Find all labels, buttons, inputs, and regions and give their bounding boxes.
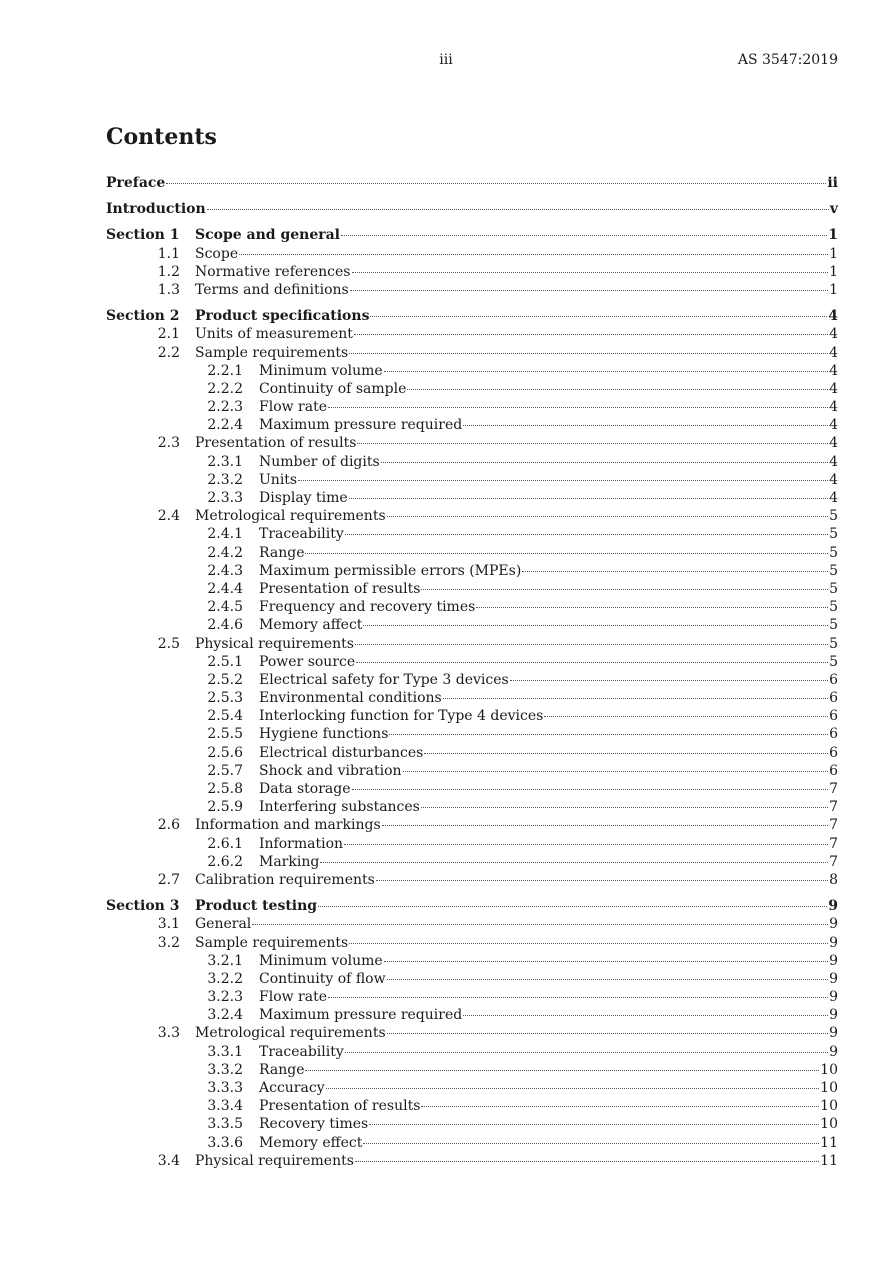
toc-entry-label: Power source bbox=[259, 653, 356, 670]
toc-entry-label: Traceability bbox=[259, 526, 344, 543]
toc-entry-page: 6 bbox=[829, 708, 838, 725]
toc-entry-page: 6 bbox=[829, 762, 838, 779]
toc-entry-number: 1.1 bbox=[157, 245, 180, 262]
toc-entry-label: Marking bbox=[259, 853, 320, 870]
toc-entry-label: Information and markings bbox=[195, 817, 381, 834]
toc-entry-label: Flow rate bbox=[259, 399, 328, 416]
toc-entry-number: 2.5.2 bbox=[207, 671, 243, 688]
toc-entry-page: 6 bbox=[829, 726, 838, 743]
dot-leader bbox=[345, 534, 828, 535]
dot-leader bbox=[463, 1015, 828, 1016]
toc-entry-page: 7 bbox=[829, 781, 838, 797]
toc-entry-label: Continuity of sample bbox=[259, 380, 407, 397]
dot-leader bbox=[354, 334, 828, 335]
toc-entry[interactable] bbox=[106, 264, 838, 282]
toc-entry-label: Physical requirements bbox=[195, 1152, 354, 1169]
toc-entry-label: Minimum volume bbox=[259, 952, 383, 969]
toc-entry[interactable] bbox=[106, 953, 838, 971]
toc-entry-number: Section 3 bbox=[106, 898, 180, 915]
dot-leader bbox=[326, 1088, 820, 1089]
toc-entry[interactable] bbox=[106, 1062, 838, 1080]
toc-entry-number: 1.2 bbox=[157, 263, 180, 280]
toc-entry[interactable] bbox=[106, 708, 838, 726]
dot-leader bbox=[352, 789, 829, 790]
toc-entry-number: 2.3.1 bbox=[207, 453, 243, 470]
toc-entry[interactable] bbox=[106, 1135, 838, 1153]
dot-leader bbox=[370, 316, 827, 317]
dot-leader bbox=[363, 1143, 819, 1144]
toc-entry-page: 8 bbox=[829, 871, 838, 888]
toc-entry-label: Units bbox=[259, 471, 298, 488]
toc-entry-number: 2.2.4 bbox=[207, 417, 243, 434]
toc-entry-label: Range bbox=[259, 544, 305, 561]
toc-entry-label: Environmental conditions bbox=[259, 690, 442, 707]
toc-entry-page: 9 bbox=[829, 970, 838, 987]
toc-entry-page: 5 bbox=[829, 526, 838, 543]
dot-leader bbox=[522, 571, 828, 572]
toc-entry-page: 6 bbox=[829, 744, 838, 761]
toc-entry-label: Metrological requirements bbox=[195, 508, 386, 525]
toc-entry[interactable] bbox=[106, 1116, 838, 1134]
toc-entry-page: ii bbox=[827, 175, 838, 191]
dot-leader bbox=[407, 389, 828, 390]
toc-entry-number: 2.5.1 bbox=[207, 653, 243, 670]
toc-entry-label: Continuity of flow bbox=[259, 970, 386, 987]
toc-entry[interactable] bbox=[106, 472, 838, 490]
toc-entry-number: 2.4.5 bbox=[207, 599, 243, 616]
toc-entry[interactable] bbox=[106, 1025, 838, 1043]
dot-leader bbox=[345, 1052, 828, 1053]
toc-entry-number: 2.6 bbox=[157, 817, 180, 834]
toc-entry[interactable] bbox=[106, 1098, 838, 1116]
toc-entry[interactable] bbox=[106, 1044, 838, 1062]
dot-leader bbox=[387, 516, 828, 517]
dot-leader bbox=[341, 235, 827, 236]
toc-entry[interactable] bbox=[106, 417, 838, 435]
toc-entry-label: Presentation of results bbox=[259, 1098, 421, 1115]
toc-entry-page: 5 bbox=[829, 635, 838, 652]
dot-leader bbox=[463, 425, 828, 426]
toc-entry-number: 2.5.3 bbox=[207, 690, 243, 707]
toc-entry-label: Metrological requirements bbox=[195, 1025, 386, 1042]
dot-leader bbox=[421, 589, 828, 590]
dot-leader bbox=[252, 924, 828, 925]
toc-entry-label: Scope bbox=[195, 245, 239, 262]
toc-entry-label: Electrical disturbances bbox=[259, 744, 424, 761]
toc-entry[interactable] bbox=[106, 508, 838, 526]
dot-leader bbox=[355, 1161, 819, 1162]
toc-entry-label: Introduction bbox=[106, 201, 206, 218]
toc-entry-page: 4 bbox=[829, 326, 838, 343]
toc-entry-page: 9 bbox=[829, 1025, 838, 1042]
toc-entry-page: 1 bbox=[829, 263, 838, 280]
dot-leader bbox=[344, 844, 828, 845]
toc-entry[interactable] bbox=[106, 201, 838, 219]
dot-leader bbox=[476, 607, 828, 608]
toc-entry-number: 2.4.3 bbox=[207, 562, 243, 579]
toc-entry-page: 7 bbox=[829, 853, 838, 870]
toc-entry-number: 2.6.1 bbox=[207, 835, 243, 852]
toc-entry-number: 2.5 bbox=[157, 635, 180, 652]
toc-entry-number: 2.5.5 bbox=[207, 726, 243, 743]
toc-entry[interactable] bbox=[106, 363, 838, 381]
toc-entry-page: 6 bbox=[829, 690, 838, 707]
toc-entry-label: Units of measurement bbox=[195, 326, 353, 343]
page-title: Contents bbox=[106, 124, 217, 150]
toc-entry-label: Scope and general bbox=[195, 227, 341, 244]
dot-leader bbox=[239, 254, 828, 255]
dot-leader bbox=[443, 698, 828, 699]
toc-entry-page: 5 bbox=[829, 580, 838, 597]
toc-entry-page: 4 bbox=[829, 344, 838, 361]
toc-entry-label: Presentation of results bbox=[195, 435, 357, 452]
toc-entry-label: Maximum pressure required bbox=[259, 417, 463, 434]
toc-entry-label: Memory affect bbox=[259, 617, 363, 634]
toc-entry[interactable] bbox=[106, 563, 838, 581]
toc-entry[interactable] bbox=[106, 745, 838, 763]
toc-entry-label: Interfering substances bbox=[259, 799, 420, 816]
toc-entry[interactable] bbox=[106, 726, 838, 744]
toc-entry[interactable] bbox=[106, 545, 838, 563]
dot-leader bbox=[305, 1070, 819, 1071]
dot-leader bbox=[363, 625, 828, 626]
toc-entry-page: 9 bbox=[829, 1007, 838, 1024]
toc-entry[interactable] bbox=[106, 345, 838, 363]
toc-entry-number: 3.3.3 bbox=[207, 1080, 243, 1096]
toc-entry[interactable] bbox=[106, 526, 838, 544]
toc-entry-number: 3.2.2 bbox=[207, 970, 243, 987]
toc-entry[interactable] bbox=[106, 817, 838, 835]
toc-entry-number: 2.2.1 bbox=[207, 362, 243, 379]
toc-entry-page: 7 bbox=[829, 799, 838, 816]
toc-entry-page: 5 bbox=[829, 653, 838, 670]
toc-entry-page: 9 bbox=[829, 934, 838, 951]
toc-entry[interactable] bbox=[106, 636, 838, 654]
toc-entry-page: 5 bbox=[829, 544, 838, 561]
toc-entry[interactable] bbox=[106, 1007, 838, 1025]
dot-leader bbox=[357, 443, 828, 444]
dot-leader bbox=[166, 183, 826, 184]
toc-entry-number: Section 1 bbox=[106, 227, 180, 244]
document-id: AS 3547:2019 bbox=[737, 52, 838, 68]
toc-entry-page: 6 bbox=[829, 671, 838, 688]
toc-entry-label: Normative references bbox=[195, 263, 351, 280]
toc-entry-number: 2.2 bbox=[157, 344, 180, 361]
toc-entry-number: 3.3.1 bbox=[207, 1043, 243, 1060]
toc-entry[interactable] bbox=[106, 175, 838, 193]
toc-entry-label: Preface bbox=[106, 175, 166, 191]
dot-leader bbox=[544, 716, 828, 717]
toc-entry[interactable] bbox=[106, 781, 838, 799]
toc-entry[interactable] bbox=[106, 971, 838, 989]
toc-entry-number: 3.3.4 bbox=[207, 1098, 243, 1115]
toc-entry-number: 2.5.6 bbox=[207, 744, 243, 761]
toc-entry-page: 4 bbox=[829, 399, 838, 416]
toc-entry-number: 2.2.2 bbox=[207, 380, 243, 397]
toc-entry-label: Interlocking function for Type 4 devices bbox=[259, 708, 544, 725]
toc-entry-number: 2.3.2 bbox=[207, 471, 243, 488]
toc-entry-label: Flow rate bbox=[259, 989, 328, 1006]
dot-leader bbox=[384, 371, 828, 372]
toc-entry-number: 2.5.8 bbox=[207, 781, 243, 797]
dot-leader bbox=[207, 209, 829, 210]
toc-entry-number: 2.5.4 bbox=[207, 708, 243, 725]
toc-entry-page: 7 bbox=[829, 817, 838, 834]
toc-entry-label: Hygiene functions bbox=[259, 726, 389, 743]
toc-entry-number: 2.4.4 bbox=[207, 580, 243, 597]
toc-entry[interactable] bbox=[106, 581, 838, 599]
toc-entry[interactable] bbox=[106, 654, 838, 672]
toc-entry-page: 10 bbox=[820, 1098, 838, 1115]
toc-entry[interactable] bbox=[106, 617, 838, 635]
toc-entry-label: Display time bbox=[259, 490, 348, 506]
toc-entry[interactable] bbox=[106, 399, 838, 417]
toc-entry-number: 3.2.3 bbox=[207, 989, 243, 1006]
dot-leader bbox=[387, 1033, 828, 1034]
dot-leader bbox=[421, 807, 828, 808]
toc-entry[interactable] bbox=[106, 381, 838, 399]
toc-entry-page: 11 bbox=[820, 1152, 838, 1169]
toc-entry-number: 3.3 bbox=[157, 1025, 180, 1042]
toc-entry-page: 9 bbox=[829, 1043, 838, 1060]
dot-leader bbox=[387, 979, 829, 980]
dot-leader bbox=[352, 272, 829, 273]
toc-entry[interactable] bbox=[106, 490, 838, 508]
toc-entry-page: 9 bbox=[829, 952, 838, 969]
dot-leader bbox=[424, 753, 828, 754]
toc-entry-page: 5 bbox=[829, 599, 838, 616]
toc-entry-number: 3.3.2 bbox=[207, 1061, 243, 1078]
toc-entry-number: 2.4.1 bbox=[207, 526, 243, 543]
dot-leader bbox=[369, 1124, 819, 1125]
toc-entry-page: 4 bbox=[829, 453, 838, 470]
toc-entry-page: 1 bbox=[829, 245, 838, 262]
toc-entry-label: Number of digits bbox=[259, 453, 380, 470]
dot-leader bbox=[376, 880, 828, 881]
toc-entry-number: 2.4 bbox=[157, 508, 180, 525]
dot-leader bbox=[356, 662, 828, 663]
toc-entry-number: 3.3.5 bbox=[207, 1116, 243, 1133]
toc-entry-page: 11 bbox=[820, 1134, 838, 1151]
toc-entry-page: 1 bbox=[829, 281, 838, 298]
toc-entry-label: Product specifications bbox=[195, 308, 370, 325]
dot-leader bbox=[355, 644, 828, 645]
toc-entry-label: Shock and vibration bbox=[259, 762, 402, 779]
toc-entry-label: Product testing bbox=[195, 898, 318, 915]
toc-entry-number: 2.1 bbox=[157, 326, 180, 343]
toc-entry-page: 4 bbox=[829, 435, 838, 452]
toc-entry-number: 2.6.2 bbox=[207, 853, 243, 870]
toc-entry[interactable] bbox=[106, 854, 838, 872]
toc-entry[interactable] bbox=[106, 872, 838, 890]
toc-entry-label: Range bbox=[259, 1061, 305, 1078]
toc-entry-number: 3.2 bbox=[157, 934, 180, 951]
toc-entry-label: Presentation of results bbox=[259, 580, 421, 597]
toc-entry-number: 1.3 bbox=[157, 281, 180, 298]
toc-entry-page: 4 bbox=[828, 308, 838, 325]
toc-entry-label: Data storage bbox=[259, 781, 351, 797]
dot-leader bbox=[382, 825, 828, 826]
toc-entry-page: 4 bbox=[829, 380, 838, 397]
table-of-contents bbox=[106, 175, 838, 1171]
toc-entry-page: 7 bbox=[829, 835, 838, 852]
toc-entry[interactable] bbox=[106, 916, 838, 934]
toc-entry-page: 9 bbox=[829, 989, 838, 1006]
dot-leader bbox=[389, 734, 828, 735]
toc-entry[interactable] bbox=[106, 1080, 838, 1098]
page-number: iii bbox=[439, 52, 453, 68]
toc-entry-label: Memory effect bbox=[259, 1134, 363, 1151]
dot-leader bbox=[510, 680, 828, 681]
dot-leader bbox=[349, 498, 828, 499]
toc-entry-page: 4 bbox=[829, 490, 838, 506]
toc-entry-label: Physical requirements bbox=[195, 635, 354, 652]
toc-entry-label: Accuracy bbox=[259, 1080, 325, 1096]
toc-entry-page: 10 bbox=[820, 1080, 838, 1096]
toc-entry-label: Recovery times bbox=[259, 1116, 369, 1133]
toc-entry-label: Calibration requirements bbox=[195, 871, 375, 888]
toc-entry-number: 2.3 bbox=[157, 435, 180, 452]
dot-leader bbox=[328, 997, 828, 998]
toc-entry-number: 2.4.6 bbox=[207, 617, 243, 634]
toc-entry-page: 4 bbox=[829, 417, 838, 434]
toc-entry-number: Section 2 bbox=[106, 308, 180, 325]
toc-entry-label: Frequency and recovery times bbox=[259, 599, 476, 616]
toc-entry-page: 1 bbox=[828, 227, 838, 244]
toc-entry-number: 3.2.1 bbox=[207, 952, 243, 969]
toc-entry-label: Maximum permissible errors (MPEs) bbox=[259, 562, 522, 579]
dot-leader bbox=[305, 553, 828, 554]
toc-entry-number: 2.2.3 bbox=[207, 399, 243, 416]
toc-entry-label: General bbox=[195, 916, 252, 933]
dot-leader bbox=[328, 407, 828, 408]
toc-entry-label: Terms and definitions bbox=[195, 281, 349, 298]
toc-entry[interactable] bbox=[106, 989, 838, 1007]
toc-entry-page: 5 bbox=[829, 508, 838, 525]
dot-leader bbox=[421, 1106, 819, 1107]
toc-entry-number: 2.4.2 bbox=[207, 544, 243, 561]
toc-entry-number: 3.2.4 bbox=[207, 1007, 243, 1024]
dot-leader bbox=[318, 906, 827, 907]
toc-entry[interactable] bbox=[106, 935, 838, 953]
toc-entry-number: 2.5.7 bbox=[207, 762, 243, 779]
dot-leader bbox=[350, 290, 828, 291]
toc-entry-label: Electrical safety for Type 3 devices bbox=[259, 671, 509, 688]
toc-entry-label: Information bbox=[259, 835, 344, 852]
toc-entry-number: 3.3.6 bbox=[207, 1134, 243, 1151]
toc-entry-number: 2.5.9 bbox=[207, 799, 243, 816]
toc-entry-page: 10 bbox=[820, 1116, 838, 1133]
toc-entry-page: 4 bbox=[829, 362, 838, 379]
toc-entry[interactable] bbox=[106, 763, 838, 781]
toc-entry-page: 10 bbox=[820, 1061, 838, 1078]
toc-entry[interactable] bbox=[106, 799, 838, 817]
toc-entry-page: 5 bbox=[829, 617, 838, 634]
dot-leader bbox=[349, 353, 828, 354]
toc-entry-number: 2.7 bbox=[157, 871, 180, 888]
toc-entry-label: Sample requirements bbox=[195, 934, 349, 951]
toc-entry-number: 2.3.3 bbox=[207, 490, 243, 506]
dot-leader bbox=[381, 462, 828, 463]
toc-entry[interactable] bbox=[106, 454, 838, 472]
dot-leader bbox=[298, 480, 828, 481]
toc-entry-label: Minimum volume bbox=[259, 362, 383, 379]
toc-entry-page: 5 bbox=[829, 562, 838, 579]
toc-entry-page: 9 bbox=[829, 916, 838, 933]
toc-entry[interactable] bbox=[106, 599, 838, 617]
toc-entry-label: Sample requirements bbox=[195, 344, 349, 361]
dot-leader bbox=[403, 771, 829, 772]
toc-entry[interactable] bbox=[106, 227, 838, 245]
toc-entry-number: 3.4 bbox=[157, 1152, 180, 1169]
toc-entry[interactable] bbox=[106, 246, 838, 264]
toc-entry[interactable] bbox=[106, 1153, 838, 1171]
dot-leader bbox=[320, 862, 828, 863]
toc-entry-page: 9 bbox=[828, 898, 838, 915]
toc-entry[interactable] bbox=[106, 326, 838, 344]
toc-entry[interactable] bbox=[106, 690, 838, 708]
toc-entry[interactable] bbox=[106, 672, 838, 690]
toc-entry[interactable] bbox=[106, 435, 838, 453]
toc-entry-label: Traceability bbox=[259, 1043, 344, 1060]
dot-leader bbox=[384, 961, 828, 962]
toc-entry[interactable] bbox=[106, 898, 838, 916]
toc-entry-number: 3.1 bbox=[157, 916, 180, 933]
toc-entry-page: v bbox=[829, 201, 838, 218]
toc-entry-label: Maximum pressure required bbox=[259, 1007, 463, 1024]
toc-entry[interactable] bbox=[106, 308, 838, 326]
dot-leader bbox=[349, 943, 828, 944]
toc-entry-page: 4 bbox=[829, 471, 838, 488]
toc-entry[interactable] bbox=[106, 282, 838, 300]
toc-entry[interactable] bbox=[106, 836, 838, 854]
